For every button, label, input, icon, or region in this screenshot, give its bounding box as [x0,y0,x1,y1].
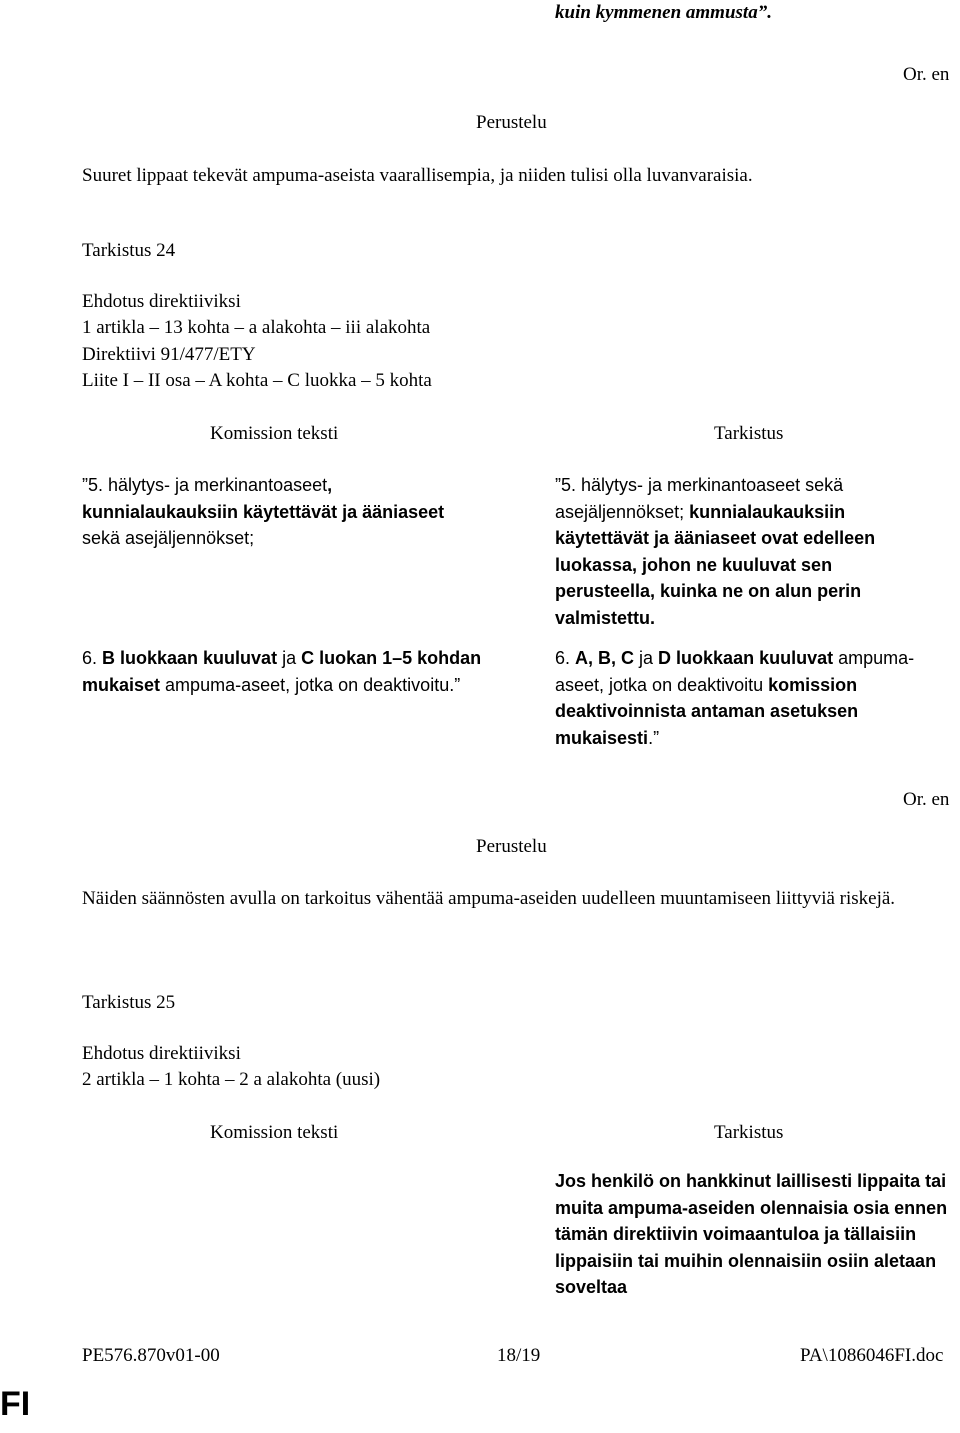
justification-heading: Perustelu [476,836,547,857]
original-language-label: Or. en [903,789,950,810]
commission-text-header: Komission teksti [210,423,339,444]
language-code: FI [0,1385,31,1423]
commission-text-header: Komission teksti [210,1122,339,1143]
original-language-label: Or. en [903,64,950,85]
article-reference: 1 artikla – 13 kohta – a alakohta – iii alakohta [82,317,431,338]
amendment-column-header: Tarkistus [714,423,784,444]
directive-reference: Direktiivi 91/477/ETY [82,344,256,365]
page-number: 18/19 [497,1345,541,1366]
amendment-point-6: 6. A, B, C ja D luokkaan kuuluvat ampuma-aseet, jotka on deaktivoitu komission deaktivoinnista antaman asetuksen mukaisesti.” [555,648,915,748]
proposal-label: Ehdotus direktiiviksi [82,1043,241,1064]
amendment-title: Tarkistus 25 [82,992,176,1013]
proposal-label: Ehdotus direktiiviksi [82,291,241,312]
continued-quote: kuin kymmenen ammusta”. [555,2,772,23]
file-name: PA\1086046FI.doc [800,1345,944,1366]
justification-text: Näiden säännösten avulla on tarkoitus vähentää ampuma-aseiden uudelleen muuntamiseen liittyviä riskejä. [82,888,896,909]
article-reference: 2 artikla – 1 kohta – 2 a alakohta (uusi) [82,1069,381,1090]
amendment-column-header: Tarkistus [714,1122,784,1143]
justification-heading: Perustelu [476,112,547,133]
amendment-point-5: ”5. hälytys- ja merkinantoaseet sekä asejäljennökset; kunnialaukauksiin käytettävät ja ääniaseet ovat edelleen luokassa, johon ne kuuluvat sen perusteella, kuinka ne on alun perin valmistettu. [555,475,876,628]
commission-point-6: 6. B luokkaan kuuluvat ja C luokan 1–5 kohdan mukaiset ampuma-aseet, jotka on deaktivoitu.” [82,648,482,695]
amendment-title: Tarkistus 24 [82,240,176,261]
amendment-new-subparagraph: Jos henkilö on hankkinut laillisesti lippaita tai muita ampuma-aseiden olennaisia osia ennen tämän direktiivin voimaantuloa ja tällaisiin lippaisiin tai muihin olennaisiin osiin aletaan soveltaa [555,1171,948,1297]
justification-text: Suuret lippaat tekevät ampuma-aseista vaarallisempia, ja niiden tulisi olla luvanvaraisia. [82,165,753,186]
annex-reference: Liite I – II osa – A kohta – C luokka – 5 kohta [82,370,432,391]
document-reference: PE576.870v01-00 [82,1345,220,1366]
commission-point-5: ”5. hälytys- ja merkinantoaseet, kunnialaukauksiin käytettävät ja ääniaseet sekä asejäljennökset; [82,475,445,548]
